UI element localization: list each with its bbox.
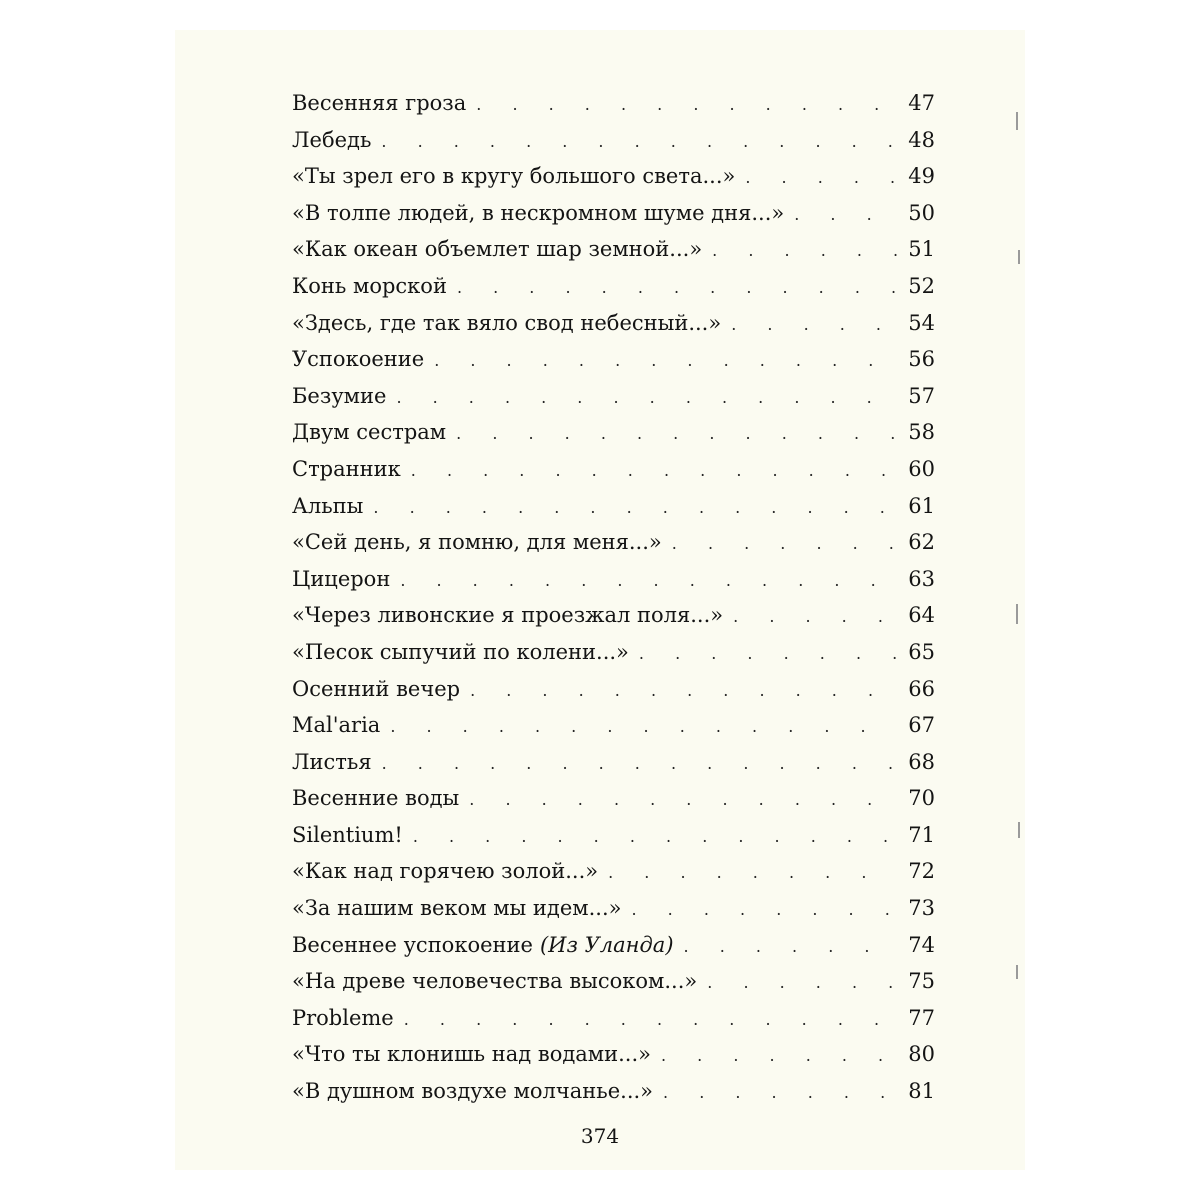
- dot-leader: [469, 782, 897, 817]
- bleed-through-mark: [1018, 822, 1020, 838]
- toc-entry-title: Осенний вечер: [292, 676, 461, 701]
- toc-entry-page: 67: [908, 713, 935, 738]
- toc-entry[interactable]: [292, 122, 935, 159]
- dot-leader: [476, 87, 897, 122]
- dot-leader: [608, 855, 897, 890]
- toc-entry-page: 49: [908, 164, 935, 189]
- dot-leader: [745, 160, 897, 195]
- toc-entry-page: 47: [908, 91, 935, 115]
- dot-leader: [731, 307, 897, 342]
- toc-entry[interactable]: [292, 927, 935, 964]
- toc-entry[interactable]: [292, 780, 935, 817]
- toc-entry-title: Mal'aria: [292, 713, 381, 738]
- dot-leader: [434, 343, 897, 378]
- table-of-contents: [292, 85, 935, 1110]
- toc-entry-title: Весеннее успокоение: [292, 932, 533, 957]
- dot-leader: [413, 819, 897, 854]
- dot-leader: [411, 453, 897, 488]
- toc-entry[interactable]: [292, 853, 935, 890]
- toc-entry-page: 74: [908, 932, 935, 957]
- toc-entry-title: Листья: [292, 749, 372, 774]
- toc-entry-title: Успокоение: [292, 347, 425, 372]
- toc-entry-title: «Через ливонские я проезжал поля...»: [292, 603, 724, 628]
- toc-entry[interactable]: [292, 378, 935, 415]
- dot-leader: [390, 709, 897, 744]
- toc-entry[interactable]: [292, 744, 935, 781]
- toc-entry-page: 81: [908, 1079, 935, 1104]
- toc-entry-page: 77: [908, 1005, 935, 1030]
- toc-entry-page: 52: [908, 273, 935, 298]
- toc-entry-title: Двум сестрам: [292, 420, 447, 445]
- toc-entry-title: Безумие: [292, 383, 387, 408]
- toc-entry-note: (Из Уланда): [539, 932, 674, 957]
- toc-entry[interactable]: [292, 414, 935, 451]
- toc-entry-title: «Сей день, я помню, для меня...»: [292, 530, 662, 555]
- toc-entry[interactable]: [292, 488, 935, 525]
- dot-leader: [672, 526, 897, 561]
- bleed-through-mark: [1016, 965, 1018, 979]
- dot-leader: [639, 636, 897, 671]
- toc-entry-title: Лебедь: [292, 127, 372, 152]
- dot-leader: [404, 1002, 897, 1037]
- toc-entry[interactable]: [292, 451, 935, 488]
- toc-entry-page: 54: [908, 310, 935, 335]
- toc-entry-page: 51: [908, 237, 935, 262]
- bleed-through-mark: [1018, 250, 1020, 264]
- toc-entry-title: «На древе человечества высоком...»: [292, 969, 698, 994]
- toc-entry[interactable]: [292, 1000, 935, 1037]
- toc-entry-title: «Здесь, где так вяло свод небесный...»: [292, 310, 722, 335]
- page-number: 374: [580, 1124, 620, 1148]
- toc-entry-title: «Как над горячею золой...»: [292, 859, 599, 884]
- dot-leader: [733, 599, 897, 634]
- toc-entry-title: «В душном воздухе молчанье...»: [292, 1079, 654, 1104]
- toc-entry-title: Странник: [292, 456, 401, 481]
- toc-entry-title: Silentium!: [292, 822, 403, 847]
- dot-leader: [373, 490, 897, 525]
- toc-entry-page: 75: [908, 969, 935, 994]
- toc-entry-page: 70: [908, 786, 935, 811]
- dot-leader: [457, 270, 897, 305]
- toc-entry-page: 58: [908, 420, 935, 445]
- toc-entry[interactable]: [292, 817, 935, 854]
- toc-entry-title: Цицерон: [292, 566, 391, 591]
- dot-leader: [794, 197, 897, 232]
- dot-leader: [382, 746, 897, 781]
- dot-leader: [663, 1075, 897, 1110]
- toc-entry-title: Весенние воды: [292, 786, 460, 811]
- toc-entry-page: 64: [908, 603, 935, 628]
- toc-entry-title: Конь морской: [292, 273, 447, 298]
- dot-leader: [381, 124, 897, 159]
- toc-entry-page: 62: [908, 530, 935, 555]
- bleed-through-mark: [1016, 604, 1018, 624]
- toc-entry-title: Весенняя гроза: [292, 91, 467, 115]
- toc-entry[interactable]: [292, 305, 935, 342]
- toc-entry[interactable]: [292, 1073, 935, 1110]
- toc-entry[interactable]: [292, 1036, 935, 1073]
- toc-entry-page: 57: [908, 383, 935, 408]
- toc-entry[interactable]: [292, 890, 935, 927]
- dot-leader: [396, 380, 897, 415]
- toc-entry-page: 48: [908, 127, 935, 152]
- dot-leader: [632, 892, 898, 927]
- toc-entry[interactable]: [292, 268, 935, 305]
- toc-entry[interactable]: [292, 158, 935, 195]
- toc-entry-page: 73: [908, 896, 935, 921]
- dot-leader: [712, 233, 897, 268]
- dot-leader: [661, 1038, 897, 1073]
- toc-entry-title: «Как океан объемлет шар земной...»: [292, 237, 703, 262]
- toc-entry-title: Альпы: [292, 493, 364, 518]
- toc-entry-page: 56: [908, 347, 935, 372]
- toc-entry-page: 60: [908, 456, 935, 481]
- dot-leader: [400, 563, 897, 598]
- toc-entry-page: 63: [908, 566, 935, 591]
- toc-entry-page: 71: [908, 822, 935, 847]
- toc-entry[interactable]: [292, 231, 935, 268]
- dot-leader: [707, 965, 897, 1000]
- dot-leader: [456, 416, 897, 451]
- toc-entry-title: «Что ты клонишь над водами...»: [292, 1042, 651, 1067]
- toc-entry-title: Probleme: [292, 1005, 394, 1030]
- toc-entry[interactable]: [292, 341, 935, 378]
- toc-entry[interactable]: [292, 195, 935, 232]
- toc-entry-title: «Ты зрел его в кругу большого света...»: [292, 164, 736, 189]
- toc-entry[interactable]: [292, 561, 935, 598]
- toc-entry-page: 50: [908, 200, 935, 225]
- dot-leader: [684, 929, 897, 964]
- toc-entry[interactable]: [292, 963, 935, 1000]
- toc-entry-page: 68: [908, 749, 935, 774]
- toc-entry[interactable]: [292, 634, 935, 671]
- toc-entry-page: 65: [908, 639, 935, 664]
- toc-entry-title: «За нашим веком мы идем...»: [292, 896, 622, 921]
- toc-entry[interactable]: [292, 707, 935, 744]
- dot-leader: [470, 673, 897, 708]
- toc-entry-page: 80: [908, 1042, 935, 1067]
- toc-entry-title: «Песок сыпучий по колени...»: [292, 639, 629, 664]
- toc-entry[interactable]: [292, 85, 935, 122]
- toc-entry[interactable]: [292, 597, 935, 634]
- toc-entry-page: 61: [908, 493, 935, 518]
- toc-entry-page: 72: [908, 859, 935, 884]
- toc-entry-page: 66: [908, 676, 935, 701]
- bleed-through-mark: [1016, 112, 1018, 130]
- toc-entry[interactable]: [292, 671, 935, 708]
- toc-entry[interactable]: [292, 524, 935, 561]
- toc-entry-title: «В толпе людей, в нескромном шуме дня...»: [292, 200, 785, 225]
